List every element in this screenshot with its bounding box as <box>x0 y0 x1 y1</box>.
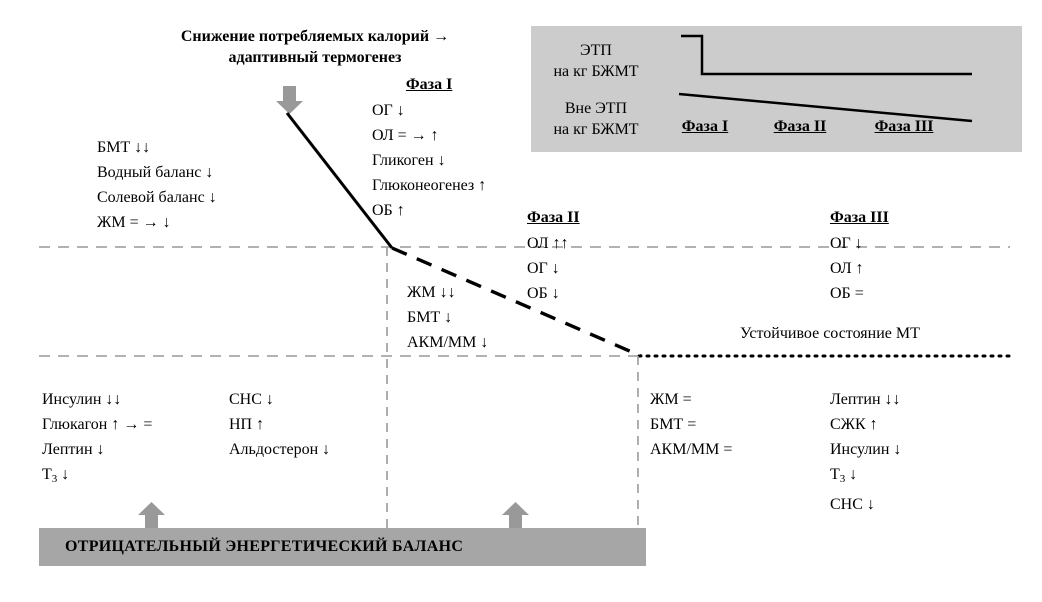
block-bottom-3-line-2: АКМ/ММ = <box>650 441 733 458</box>
inset-label-etp-line2: на кг БЖМТ <box>553 63 639 80</box>
inset-phase-1-label: Фаза I <box>681 118 729 135</box>
up-arrow-icon-left <box>138 502 165 531</box>
inset-label-non-etp-line2: на кг БЖМТ <box>553 121 639 138</box>
inset-label-non-etp-line1: Вне ЭТП <box>564 100 628 117</box>
inset-phase-2-label: Фаза II <box>773 118 827 135</box>
block-bottom-2-line-0: СНС ↓ <box>229 391 274 408</box>
block-phase-2-line-0: ОЛ ↑↑ <box>527 235 569 252</box>
block-left-top <box>97 135 217 235</box>
block-phase-3 <box>830 205 889 306</box>
block-bottom-3-line-1: БМТ = <box>650 416 697 433</box>
inset-label-etp-line1: ЭТП <box>580 42 612 59</box>
block-phase-3-line-2: ОБ = <box>830 285 864 302</box>
block-bottom-hormones-left <box>42 387 152 492</box>
block-middle-line-1: БМТ ↓ <box>407 309 453 326</box>
block-phase-3-line-1: ОЛ ↑ <box>830 260 864 277</box>
block-phase-2-line-1: ОГ ↓ <box>527 260 560 277</box>
down-arrow-icon <box>276 86 303 114</box>
block-phase-1-line-1: ОЛ = → ↑ <box>372 127 439 144</box>
block-phase-2-header: Фаза II <box>527 209 580 226</box>
block-bottom-2-line-1: НП ↑ <box>229 416 265 433</box>
block-phase-1 <box>372 72 486 223</box>
block-phase-1-line-2: Гликоген ↓ <box>372 152 446 169</box>
block-bottom-3-line-0: ЖМ = <box>650 391 692 408</box>
block-phase-3-line-0: ОГ ↓ <box>830 235 863 252</box>
block-phase-2 <box>527 205 580 306</box>
block-bottom-4-line-2: Инсулин ↓ <box>830 441 902 458</box>
block-phase-1-line-3: Глюконеогенез ↑ <box>372 177 487 194</box>
block-left-top-line-0: БМТ ↓↓ <box>97 139 151 156</box>
block-bottom-hormones-right <box>830 387 901 517</box>
steady-state-label: Устойчивое состояние МТ <box>740 325 920 342</box>
block-bottom-1-line-0: Инсулин ↓↓ <box>42 391 122 408</box>
block-bottom-4-line-4: СНС ↓ <box>830 496 875 513</box>
page-title-line1: Снижение потребляемых калорий → <box>180 28 450 45</box>
block-phase-1-header: Фаза I <box>405 76 453 93</box>
page-title-line2: адаптивный термогенез <box>228 49 402 66</box>
block-left-top-line-3: ЖМ = → ↓ <box>97 214 171 231</box>
block-bottom-1-line-2: Лептин ↓ <box>42 441 105 458</box>
block-phase-1-line-0: ОГ ↓ <box>372 102 405 119</box>
block-left-top-line-2: Солевой баланс ↓ <box>97 189 217 206</box>
block-phase-2-line-2: ОБ ↓ <box>527 285 560 302</box>
block-left-top-line-1: Водный баланс ↓ <box>97 164 214 181</box>
block-bottom-sns <box>229 387 330 462</box>
inset-phase-3-label: Фаза III <box>874 118 934 135</box>
block-middle-line-2: АКМ/ММ ↓ <box>407 334 489 351</box>
block-bottom-2-line-2: Альдостерон ↓ <box>229 441 331 458</box>
block-bottom-1-line-3: $T_3$ ↓ <box>42 466 70 485</box>
block-bottom-4-line-0: Лептин ↓↓ <box>830 391 901 408</box>
block-phase-3-header: Фаза III <box>830 209 889 226</box>
negative-energy-balance-label: ОТРИЦАТЕЛЬНЫЙ ЭНЕРГЕТИЧЕСКИЙ БАЛАНС <box>65 538 464 555</box>
block-middle <box>407 280 488 355</box>
block-phase-1-line-4: ОБ ↑ <box>372 202 405 219</box>
block-bottom-4-line-3: $T_3$ ↓ <box>830 466 858 485</box>
block-middle-line-0: ЖМ ↓↓ <box>407 284 456 301</box>
block-bottom-body-composition <box>650 387 732 462</box>
block-bottom-1-line-1: Глюкагон ↑ → = <box>42 416 153 433</box>
block-bottom-4-line-1: СЖК ↑ <box>830 416 878 433</box>
up-arrow-icon-right <box>502 502 529 531</box>
